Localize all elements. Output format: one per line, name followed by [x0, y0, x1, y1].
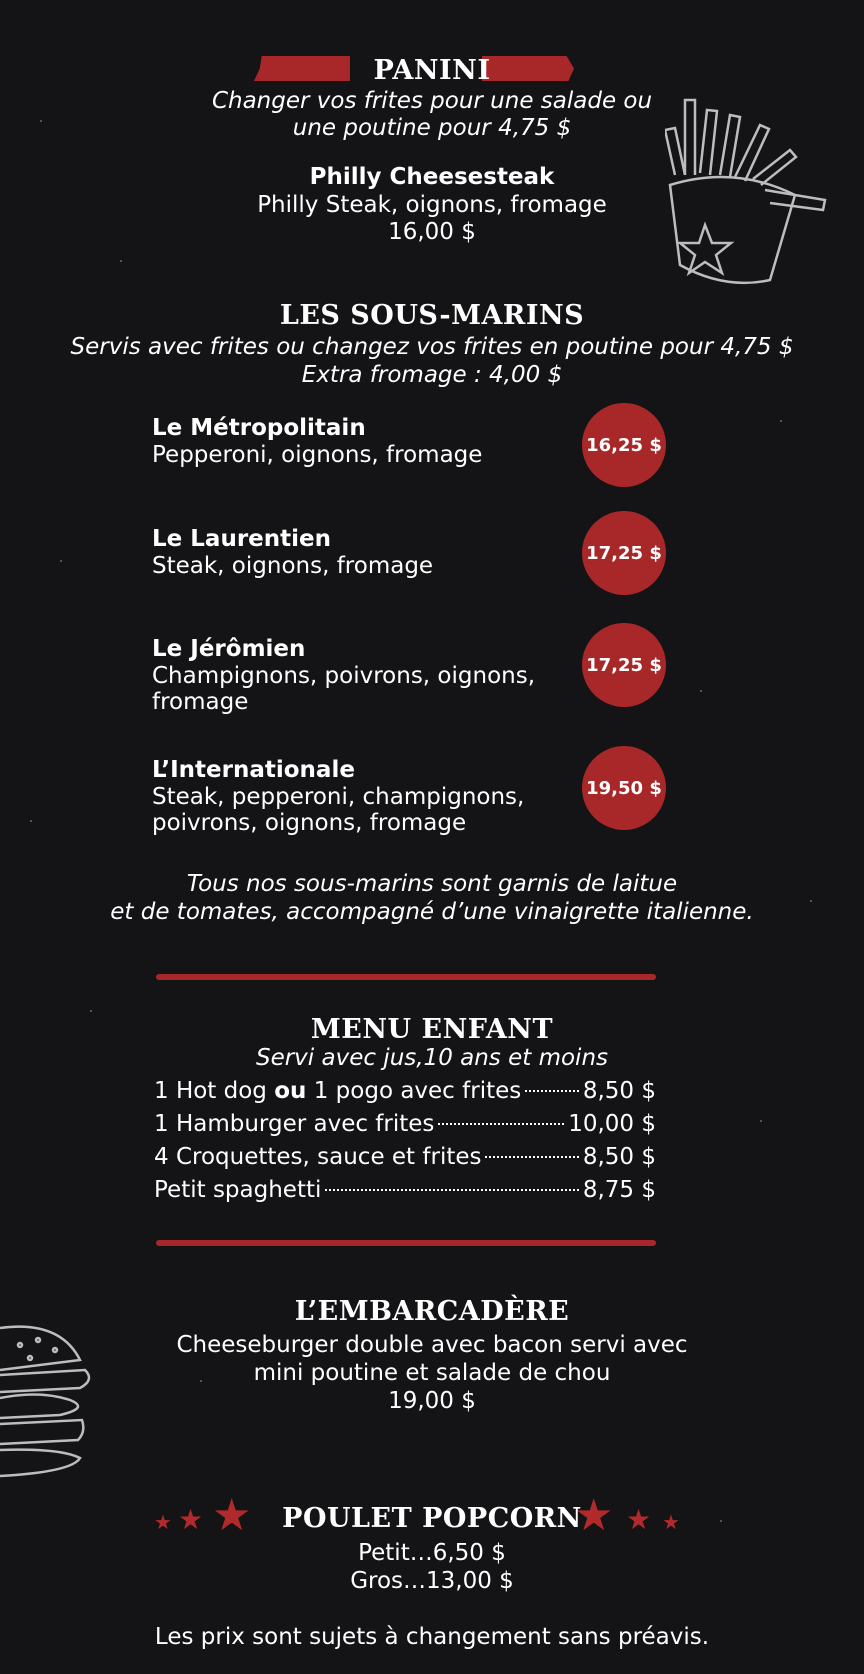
section-divider [156, 1240, 656, 1246]
sous-marin-desc-cont: fromage [152, 689, 249, 715]
poulet-popcorn-gros: Gros…13,00 $ [350, 1568, 514, 1594]
kids-menu-row [154, 1177, 656, 1207]
kids-item-label: 1 Hot dog [154, 1078, 275, 1104]
sous-marin-name: Le Jérômien [152, 636, 306, 662]
sous-marin-item [152, 526, 552, 579]
dot-leader [485, 1156, 578, 1158]
sous-marins-subtitle-line1: Servis avec frites ou changez vos frites en poutine pour 4,75 $ [70, 334, 794, 360]
kids-item-label: 4 Croquettes, sauce et frites [154, 1144, 482, 1170]
kids-item-price: 10,00 $ [568, 1111, 656, 1137]
burger-illustration-icon [0, 1320, 100, 1480]
panini-item-price: 16,00 $ [388, 219, 476, 245]
sous-marins-subtitle-line2: Extra fromage : 4,00 $ [301, 362, 563, 388]
price-badge: 17,25 $ [582, 511, 666, 595]
kids-menu-row [154, 1111, 656, 1141]
kids-item-price: 8,50 $ [582, 1144, 656, 1170]
poulet-popcorn-petit: Petit…6,50 $ [358, 1540, 506, 1566]
panini-title: PANINI [373, 55, 491, 86]
sous-marin-name: Le Laurentien [152, 526, 331, 552]
kids-item-price: 8,50 $ [582, 1078, 656, 1104]
kids-item-price: 8,75 $ [582, 1177, 656, 1203]
kids-item-label: Petit spaghetti [154, 1177, 322, 1203]
panini-item-desc: Philly Steak, oignons, fromage [257, 192, 607, 218]
sous-marin-desc: Steak, pepperoni, champignons, [152, 784, 525, 810]
sous-marin-item [152, 636, 572, 715]
kids-item-label-end: 1 pogo avec frites [306, 1078, 522, 1104]
star-icon: ★ [626, 1503, 652, 1536]
price-badge: 16,25 $ [582, 403, 666, 487]
star-icon: ★ [178, 1503, 204, 1536]
kids-menu-row [154, 1144, 656, 1174]
embarcadere-desc-line2: mini poutine et salade de chou [253, 1360, 611, 1386]
panini-item-name: Philly Cheesesteak [309, 164, 555, 190]
embarcadere-title: L’EMBARCADÈRE [294, 1296, 570, 1327]
dot-leader [325, 1189, 578, 1191]
fries-illustration-icon [665, 95, 835, 290]
star-icon: ★ [212, 1490, 252, 1541]
poulet-popcorn-title: POULET POPCORN [282, 1503, 582, 1534]
dot-leader [525, 1090, 579, 1092]
embarcadere-desc-line1: Cheeseburger double avec bacon servi avec [176, 1332, 688, 1358]
menu-enfant-title: MENU ENFANT [310, 1014, 554, 1045]
footer-note: Les prix sont sujets à changement sans préavis. [154, 1624, 710, 1650]
star-icon: ★ [154, 1510, 172, 1534]
star-icon: ★ [574, 1490, 614, 1541]
panini-subtitle-line2: une poutine pour 4,75 $ [292, 115, 572, 141]
sous-marins-note-line1: Tous nos sous-marins sont garnis de laitue [186, 871, 678, 897]
sous-marins-note-line2: et de tomates, accompagné d’une vinaigrette italienne. [110, 899, 754, 925]
embarcadere-price: 19,00 $ [388, 1388, 476, 1414]
kids-item-label-bold: ou [274, 1078, 307, 1104]
kids-menu-row [154, 1078, 656, 1108]
sous-marin-name: Le Métropolitain [152, 415, 366, 441]
sous-marin-desc: Steak, oignons, fromage [152, 553, 434, 579]
dot-leader [438, 1123, 564, 1125]
price-badge: 17,25 $ [582, 623, 666, 707]
sous-marin-item [152, 415, 552, 468]
sous-marin-desc: Champignons, poivrons, oignons, [152, 663, 536, 689]
kids-item-label: 1 Hamburger avec frites [154, 1111, 435, 1137]
sous-marin-name: L’Internationale [152, 757, 355, 783]
sous-marin-desc-cont: poivrons, oignons, fromage [152, 810, 467, 836]
panini-subtitle-line1: Changer vos frites pour une salade ou [211, 88, 653, 114]
section-divider [156, 974, 656, 980]
sous-marin-desc: Pepperoni, oignons, fromage [152, 442, 483, 468]
sous-marin-item [152, 757, 572, 836]
menu-enfant-subtitle: Servi avec jus,10 ans et moins [255, 1045, 609, 1071]
star-icon: ★ [662, 1510, 680, 1534]
price-badge: 19,50 $ [582, 746, 666, 830]
sous-marins-title: LES SOUS-MARINS [279, 300, 585, 331]
